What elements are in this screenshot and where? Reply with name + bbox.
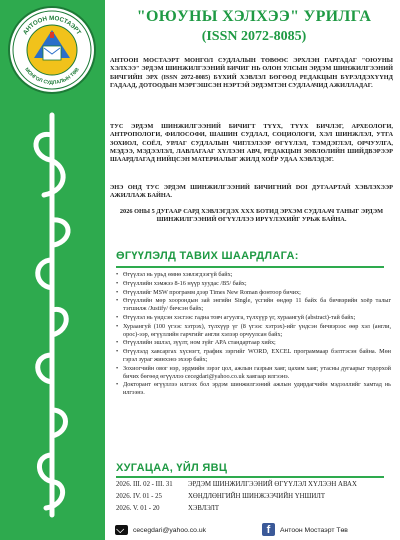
- list-item: • Өгүүлэл нь үндсэн хэсгээс гадна товч агуулга, түлхүүр үг, хураангуй (abstract)-тай байх;: [116, 314, 391, 322]
- list-item: • Хураангуй (100 үгээс хэтрэх), түлхүүр үг (8 үгээс хэтрэх)-ийг үндсэн бичвэрээс өөр хэл (англи, орос)-ээр, өгүүллийн гарчгийг англи хэлээр орчуулсан байх;: [116, 323, 391, 339]
- mail-icon: [115, 525, 128, 535]
- deadline-text: ЭРДЭМ ШИНЖИЛГЭЭНИЙ ӨГҮҮЛЭЛ ХҮЛЭЭН АВАХ: [188, 481, 357, 488]
- deadline-date: 2026. III. 02 - III. 31: [116, 481, 173, 488]
- main-content: [110, 0, 398, 540]
- logo-emblem-icon: [10, 8, 94, 92]
- deadline-date: 2026. IV. 01 - 25: [116, 493, 162, 500]
- logo-top-text: АНТООН МОСТАЭРТ: [21, 14, 83, 37]
- deadline-text: ХЭВЛЭЛТ: [188, 505, 220, 512]
- list-item: • Өгүүлэл нь урьд өмнө хэвлэгдээгүй байх;: [116, 271, 391, 279]
- requirements-list: [116, 271, 391, 398]
- mongolian-script-calligraphy: [22, 110, 82, 520]
- intro-paragraph-2: ТУС ЭРДЭМ ШИНЖИЛГЭЭНИЙ БИЧИГТ ТҮҮХ, ТҮҮХ БИЧЛЭГ, АРХЕОЛОГИ, АНТРОПОЛОГИ, ФИЛОСОФИ, ШАШИН СУДЛАЛ, СОЦИОЛОГИ, ХЭЛ ШИНЖЛЭЛ, УТГА ЗОХИОЛ, СОЁЛ, УРЛАГ СУДЛАЛЫН ЧИГЛЭЛЭЭР ӨГҮҮЛЭЛ, ТЭМДЭГЛЭЛ, ОРЧУУЛГА, МЭДЭЭ, МЭДЭЭЛЭЛ, ЛАВЛАГААГ ХҮЛЭЭН АВЧ, РЕДАКЦЫН ЗӨВЛӨЛИЙН ШИЙДВЭРЭЭР ШААРДЛАГАД НИЙЦСЭН МАТЕРИАЛЫГ ЖИЛД ХОЁР УДАА ХЭВЛЭДЭГ.: [110, 123, 393, 164]
- facebook-icon: f: [262, 523, 275, 536]
- footer-facebook-link[interactable]: Антоон Мостаэрт Төв: [280, 527, 348, 534]
- issn-number: (ISSN 2072-8085): [201, 29, 307, 44]
- list-item: • Зохиогчийн овог нэр, эрдмийн зэрэг цол, ажлын газрын хаяг, цахим хаяг, утасны дугаарыг тодорхой бичих бөгөөд өгүүллээ cecegdari@yahoo.co.uk хаягаар илгээнэ.: [116, 365, 391, 381]
- intro-paragraph-4: 2026 ОНЫ 5 ДУГААР САРД ХЭВЛЭГДЭХ XXX БОТИД ЭРХЭМ СУДЛААЧ ТАНЫГ ЭРДЭМ ШИНЖИЛГЭЭНИЙ ӨГҮҮЛЛЭЭ ИРҮҮЛЭХИЙГ УРЬЖ БАЙНА.: [119, 208, 384, 224]
- intro-paragraph-1: АНТООН МОСТАЭРТ МОНГОЛ СУДЛАЛЫН ТӨВӨӨС ЭРХЛЭН ГАРГАДАГ "ОЮУНЫ ХЭЛХЭЭ" ЭРДЭМ ШИНЖИЛГЭЭНИЙ БИЧИГ НЬ ОЛОН УЛСЫН ЭРДЭМ ШИНЖИЛГЭЭНИЙ БИЧГИЙН ЭРХ (ISSN 2072-8085) БҮХИЙ ХЭВЛЭЛ БӨГӨӨД РЕДАКЦЫН БҮРЭЛДЭХҮҮНД ГАДААД, ДОТООДЫН МЭРГЭШСЭН НЭРТЭЙ ЭРДЭМТЭН СУДЛААЧИД АЖИЛЛАДАГ.: [110, 57, 393, 89]
- deadline-text: ХӨНДЛӨНГИЙН ШИНЖЭЭЧИЙН ҮНШИЛТ: [188, 493, 326, 500]
- footer-email[interactable]: cecegdari@yahoo.co.uk: [133, 527, 207, 534]
- divider: [116, 476, 384, 478]
- list-item: • Докторант өгүүллээ илгээх бол эрдэм шинжилгээний ажлын удирдагчийн мэдээллийг хамтад нь илгээнэ.: [116, 381, 391, 397]
- deadline-date: 2026. V. 01 - 20: [116, 505, 160, 512]
- intro-paragraph-3: ЭНЭ ОНД ТУС ЭРДЭМ ШИНЖИЛГЭЭНИЙ БИЧИГНИЙ DOI ДУГААРТАЙ ХЭВЛЭХЭЭР АЖИЛЛАЖ БАЙНА.: [110, 184, 393, 200]
- list-item: • Өгүүллийн мөр хоорондын зай энгийн Single, үсгийн өндөр 11 байх ба бичвэрийн хоёр талыг тэгшилж /Justify/ бичсэн байх;: [116, 297, 391, 313]
- divider: [116, 266, 384, 268]
- list-item: • Өгүүллийн эшлэл, зүүлт, ном зүйг APA стандартаар хийх;: [116, 339, 391, 347]
- center-logo: [8, 6, 96, 94]
- list-item: • Өгүүллийг MSW программ дээр Times New Roman фонтоор бичих;: [116, 289, 391, 297]
- list-item: • Өгүүлэлд хавсаргах хүснэгт, график зэргийг WORD, EXCEL программаар бэлтгэсэн байна. Мөн гэрэл зураг жинхэнэ эхээр байх;: [116, 348, 391, 364]
- green-sidebar: [0, 0, 105, 540]
- deadlines-heading: ХУГАЦАА, ҮЙЛ ЯВЦ: [116, 462, 228, 474]
- footer-green-block: [0, 520, 105, 540]
- list-item: • Өгүүллийн хэмжээ 8-16 нүүр хуудас /B5/ байх;: [116, 280, 391, 288]
- page-title: "ОЮУНЫ ХЭЛХЭЭ" УРИЛГА: [136, 8, 372, 25]
- logo-bottom-text: МОНГОЛ СУДЛАЛЫН ТӨВ: [23, 66, 81, 87]
- requirements-heading: ӨГҮҮЛЭЛД ТАВИХ ШААРДЛАГА:: [116, 250, 299, 262]
